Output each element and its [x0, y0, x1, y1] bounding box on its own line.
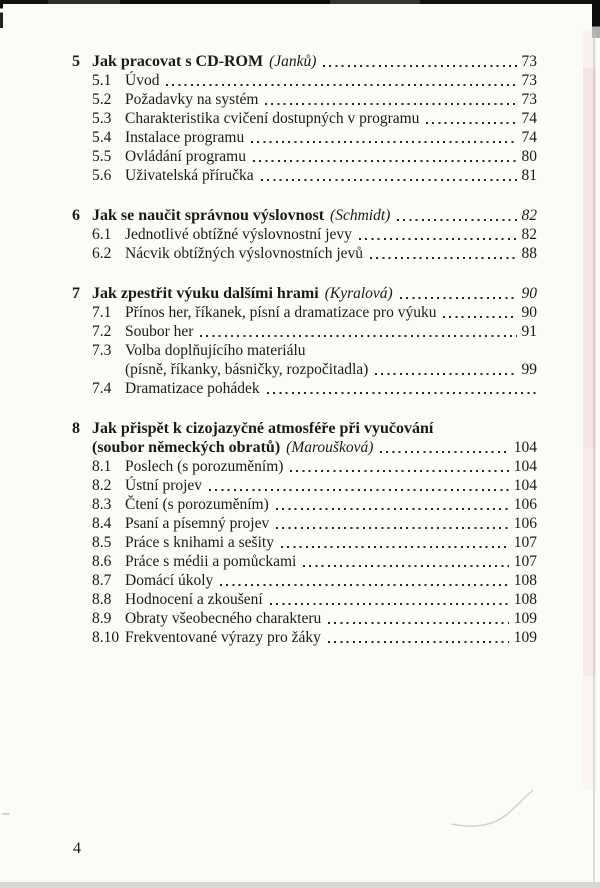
page-number: 73: [521, 53, 537, 70]
item-number: 7.2: [92, 323, 112, 340]
toc-section: [72, 284, 537, 398]
chapter-title-row: [72, 284, 537, 303]
page-number: 74: [521, 110, 537, 127]
toc-item-row: [72, 514, 537, 533]
toc-item-row: [72, 341, 537, 360]
item-title: Hodnocení a zkoušení: [125, 591, 263, 608]
item-title: Požadavky na systém: [125, 91, 259, 108]
item-number: 8.2: [92, 477, 112, 494]
dot-leader: [328, 641, 509, 643]
dot-leader: [426, 122, 516, 124]
chapter-author: (Schmidt): [330, 207, 391, 224]
item-title: Domácí úkoly: [125, 572, 214, 589]
page-number: 91: [521, 323, 537, 340]
dot-leader: [323, 65, 516, 67]
toc-item-row: [72, 90, 537, 109]
toc-section: [72, 419, 537, 647]
toc-item-row: [72, 303, 537, 322]
item-title: Práce s médii a pomůckami: [125, 553, 297, 570]
item-number: 8.1: [92, 458, 112, 475]
toc-item-row: [72, 495, 537, 514]
chapter-subtitle: (soubor německých obratů): [92, 439, 281, 456]
page-number: 106: [513, 496, 537, 513]
dot-leader: [281, 546, 509, 548]
item-title: Psaní a písemný projev: [125, 515, 270, 532]
chapter-number: 8: [72, 420, 80, 437]
page-number: 73: [521, 91, 537, 108]
toc-section: [72, 52, 537, 185]
page-number: 88: [521, 245, 537, 262]
page-number: 82: [521, 226, 537, 243]
toc-item-row: [72, 590, 537, 609]
pencil-mark: [440, 780, 550, 840]
toc-item-row: [72, 609, 537, 628]
item-title: Práce s knihami a sešity: [125, 534, 274, 551]
dot-leader: [400, 297, 517, 299]
item-title: Uživatelská příručka: [125, 167, 254, 184]
item-number: 8.7: [92, 572, 112, 589]
item-title: Přínos her, říkanek, písní a dramatizace pro výuku: [125, 304, 437, 321]
chapter-title: Jak pracovat s CD-ROM: [92, 53, 264, 70]
page-number: 104: [513, 458, 537, 475]
item-title: Ústní projev: [125, 477, 203, 494]
toc-item-row: [72, 109, 537, 128]
item-number: 8.9: [92, 610, 112, 627]
page-number: 108: [513, 572, 537, 589]
page-number: 80: [521, 148, 537, 165]
chapter-author: (Janků): [269, 53, 317, 70]
item-number: 5.2: [92, 91, 112, 108]
toc-section: [72, 206, 537, 263]
toc-item-row: [72, 71, 537, 90]
page-number: 106: [513, 515, 537, 532]
toc-item-row: [72, 476, 537, 495]
toc-item-row: [72, 379, 537, 398]
page-number: 81: [521, 167, 537, 184]
page-number: 109: [513, 610, 537, 627]
item-title: Ovládání programu: [125, 148, 246, 165]
chapter-title-row: [72, 419, 537, 438]
scan-edge-right-line: [593, 38, 595, 883]
dot-leader: [359, 238, 517, 240]
dot-leader: [220, 584, 509, 586]
item-title: Frekventované výrazy pro žáky: [125, 629, 321, 646]
dot-leader: [209, 489, 509, 491]
dot-leader: [265, 103, 516, 105]
chapter-title: Jak zpestřit výuku dalšími hrami: [92, 285, 319, 302]
toc-item-row: [72, 225, 537, 244]
item-number: 8.3: [92, 496, 112, 513]
dot-leader: [370, 257, 516, 259]
dot-leader: [267, 392, 537, 394]
page-number: 90: [521, 304, 537, 321]
scan-smudge: [2, 813, 10, 815]
item-title: Jednotlivé obtížné výslovnostní jevy: [125, 226, 352, 243]
page-number: 104: [513, 477, 537, 494]
chapter-title-row: [72, 52, 537, 71]
item-number: 5.3: [92, 110, 112, 127]
dot-leader: [276, 508, 509, 510]
item-title: Soubor her: [125, 323, 194, 340]
page-number: 108: [513, 591, 537, 608]
dot-leader: [270, 603, 509, 605]
page-number: 107: [513, 553, 537, 570]
chapter-title-row: [72, 206, 537, 225]
page-footer-number: 4: [73, 840, 81, 857]
item-title: Dramatizace pohádek: [125, 380, 260, 397]
item-number: 8.5: [92, 534, 112, 551]
scan-edge-bottom: [0, 882, 600, 888]
item-title: Úvod: [125, 72, 160, 89]
dot-leader: [397, 219, 516, 221]
chapter-number: 5: [72, 53, 80, 70]
dot-leader: [253, 160, 517, 162]
toc-item-row: [72, 571, 537, 590]
toc-item-row: [72, 166, 537, 185]
scan-edge-top-left: [0, 0, 3, 28]
page-number: 109: [513, 629, 537, 646]
chapter-title: Jak přispět k cizojazyčné atmosféře při vyučování: [92, 420, 434, 437]
dot-leader: [375, 373, 516, 375]
chapter-author: (Kyralová): [324, 285, 393, 302]
chapter-title: Jak se naučit správnou výslovnost: [92, 207, 325, 224]
toc-item-row: [72, 128, 537, 147]
page-number: 82: [521, 207, 537, 224]
dot-leader: [200, 335, 516, 337]
chapter-author: (Maroušková): [286, 439, 374, 456]
page-number: 73: [521, 72, 537, 89]
item-number: 5.1: [92, 72, 112, 89]
table-of-contents: [72, 52, 537, 647]
dot-leader: [276, 527, 509, 529]
chapter-number: 7: [72, 285, 80, 302]
toc-item-row: [72, 533, 537, 552]
item-title: Poslech (s porozuměním): [125, 458, 284, 475]
dot-leader: [303, 565, 508, 567]
toc-item-row: [72, 322, 537, 341]
item-number: 5.6: [92, 167, 112, 184]
item-title: Volba doplňujícího materiálu: [125, 342, 306, 359]
item-number: 6.2: [92, 245, 112, 262]
page-number: 74: [521, 129, 537, 146]
toc-item-row: [72, 552, 537, 571]
page-number: 99: [521, 361, 537, 378]
dot-leader: [261, 179, 517, 181]
toc-item-continuation-row: [72, 360, 537, 379]
page-number: 104: [513, 439, 537, 456]
dot-leader: [328, 622, 509, 624]
dot-leader: [443, 316, 516, 318]
toc-item-row: [72, 628, 537, 647]
item-number: 6.1: [92, 226, 112, 243]
dot-leader: [166, 84, 516, 86]
dot-leader: [251, 141, 516, 143]
item-title-line2: (písně, říkanky, básničky, rozpočitadla): [125, 361, 369, 378]
scan-edge-top: [0, 0, 600, 4]
item-number: 7.1: [92, 304, 112, 321]
item-title: Obraty všeobecného charakteru: [125, 610, 322, 627]
item-number: 7.3: [92, 342, 112, 359]
dot-leader: [380, 451, 508, 453]
item-title: Nácvik obtížných výslovnostních jevů: [125, 245, 364, 262]
item-title: Instalace programu: [125, 129, 245, 146]
page-number: 90: [521, 285, 537, 302]
toc-item-row: [72, 244, 537, 263]
item-title: Charakteristika cvičení dostupných v programu: [125, 110, 420, 127]
item-number: 8.6: [92, 553, 112, 570]
item-number: 8.8: [92, 591, 112, 608]
item-number: 5.4: [92, 129, 112, 146]
toc-item-row: [72, 147, 537, 166]
item-number: 7.4: [92, 380, 112, 397]
chapter-subtitle-row: [72, 438, 537, 457]
item-number: 8.4: [92, 515, 112, 532]
chapter-number: 6: [72, 207, 80, 224]
item-number: 5.5: [92, 148, 112, 165]
dot-leader: [290, 470, 508, 472]
page-number: 107: [513, 534, 537, 551]
item-title: Čtení (s porozuměním): [125, 496, 269, 513]
item-number: 8.10: [92, 629, 120, 646]
toc-item-row: [72, 457, 537, 476]
